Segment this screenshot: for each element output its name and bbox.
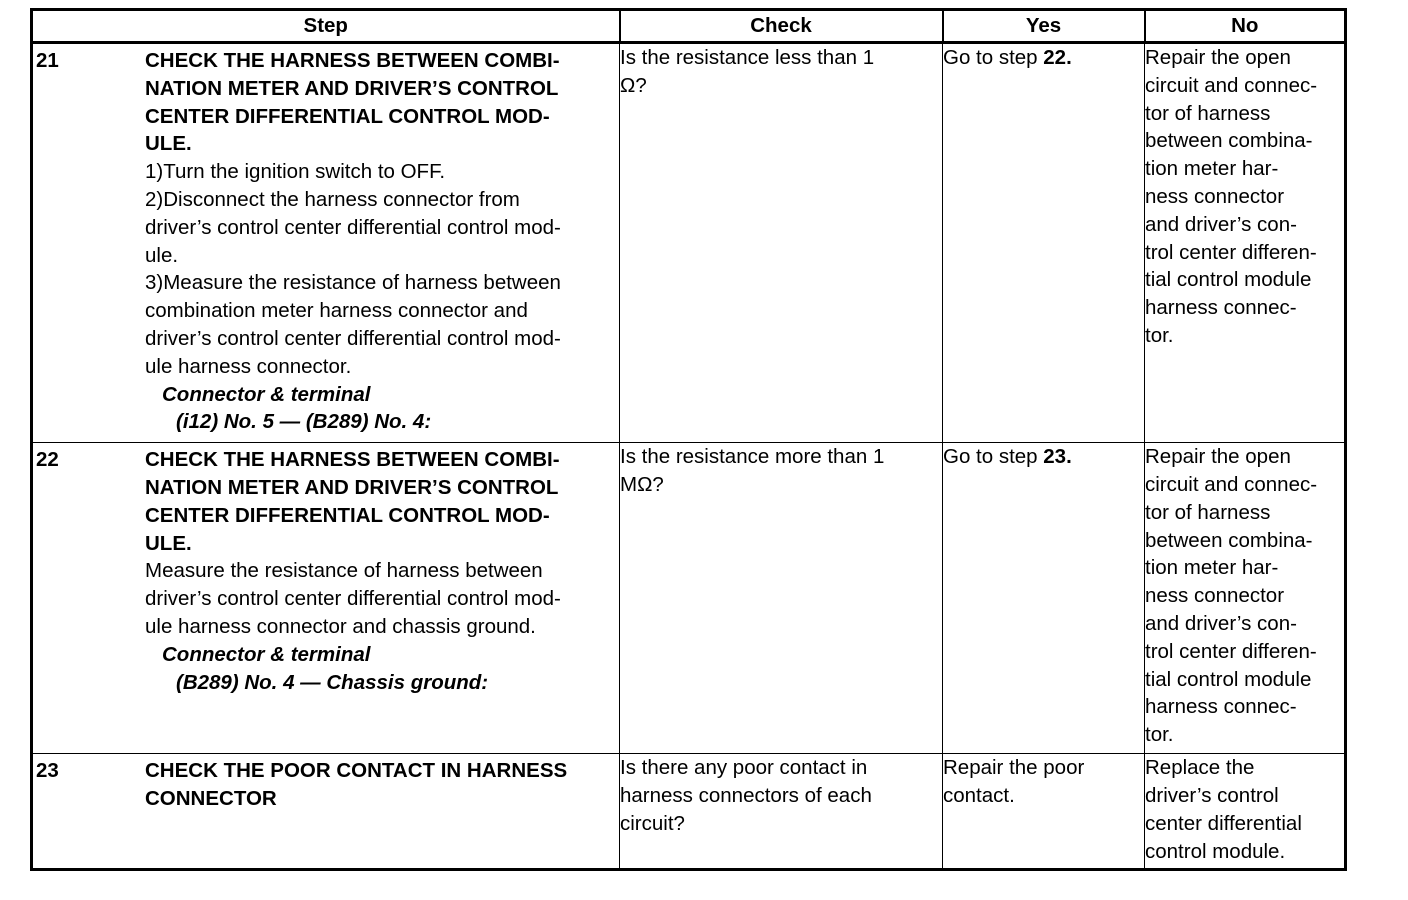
no-line: between combina-	[1145, 528, 1313, 552]
no-cell	[1145, 43, 1346, 443]
step-title-line: NATION METER AND DRIVER’S CONTROL	[145, 76, 559, 100]
step-instruction-line: 2)Disconnect the harness connector from	[145, 187, 520, 211]
step-title-line: CENTER DIFFERENTIAL CONTROL MOD-	[145, 503, 550, 527]
header-row	[32, 10, 1346, 43]
step-title-line: CENTER DIFFERENTIAL CONTROL MOD-	[145, 104, 550, 128]
step-instruction-line: ule harness connector.	[145, 354, 352, 378]
step-instruction-line: combination meter harness connector and	[145, 299, 528, 323]
yes-step-ref: 23.	[1043, 445, 1072, 469]
check-line: Ω?	[620, 73, 647, 97]
check-line: circuit?	[620, 811, 685, 835]
no-line: tion meter har-	[1145, 556, 1279, 580]
yes-line: Repair the poor	[943, 756, 1085, 780]
step-row-23	[32, 754, 1346, 870]
no-line: center differential	[1145, 811, 1302, 835]
no-line: circuit and connec-	[1145, 472, 1318, 496]
no-line: tial control module	[1145, 667, 1312, 691]
check-line: Is the resistance more than 1	[620, 445, 885, 469]
step-instruction-line: driver’s control center differential control mod-	[145, 587, 561, 611]
yes-step-ref: 22.	[1043, 46, 1072, 69]
no-line: tor of harness	[1145, 500, 1271, 524]
no-line: trol center differen-	[1145, 639, 1317, 663]
terminal-label: Connector & terminal	[162, 382, 371, 406]
no-line: Replace the	[1145, 756, 1255, 780]
step-title-line: CHECK THE HARNESS BETWEEN COMBI-	[145, 49, 560, 72]
no-line: and driver’s con-	[1145, 212, 1297, 236]
check-line: Is there any poor contact in	[620, 756, 868, 780]
yes-line: contact.	[943, 783, 1015, 807]
terminal-value: (B289) No. 4 — Chassis ground:	[176, 670, 489, 694]
step-title-line: CHECK THE POOR CONTACT IN HARNESS	[145, 759, 568, 783]
step-title-line: CHECK THE HARNESS BETWEEN COMBI-	[145, 448, 560, 472]
step-instruction-line: 3)Measure the resistance of harness between	[145, 271, 561, 295]
step-cell	[32, 443, 620, 754]
step-instruction-line: ule harness connector and chassis ground.	[145, 614, 536, 638]
step-instruction-line: 1)Turn the ignition switch to OFF.	[145, 160, 446, 184]
header-check: Check	[620, 10, 943, 43]
no-line: trol center differen-	[1145, 240, 1317, 264]
no-line: circuit and connec-	[1145, 73, 1318, 97]
no-line: tor.	[1145, 323, 1174, 347]
no-line: ness connector	[1145, 184, 1285, 208]
step-title-line: ULE.	[145, 531, 192, 555]
check-line: MΩ?	[620, 472, 664, 496]
header-step: Step	[32, 10, 620, 43]
step-text	[145, 443, 619, 702]
step-instruction-line: ule.	[145, 243, 179, 267]
no-line: between combina-	[1145, 129, 1313, 153]
step-cell	[32, 43, 620, 443]
step-cell	[32, 754, 620, 870]
yes-cell	[943, 43, 1145, 443]
step-row-21	[32, 43, 1346, 443]
header-yes: Yes	[943, 10, 1145, 43]
check-cell	[620, 43, 943, 443]
step-instruction-line: driver’s control center differential control mod-	[145, 326, 561, 350]
step-number: 21	[36, 49, 59, 72]
header-no: No	[1145, 10, 1346, 43]
no-line: tion meter har-	[1145, 157, 1279, 181]
step-title-line: ULE.	[145, 132, 192, 156]
step-number: 23	[36, 759, 59, 783]
no-line: harness connec-	[1145, 695, 1297, 719]
step-number: 22	[36, 448, 59, 472]
no-line: tor of harness	[1145, 101, 1271, 125]
check-cell	[620, 754, 943, 870]
step-row-22	[32, 443, 1346, 754]
no-line: ness connector	[1145, 584, 1285, 608]
no-cell	[1145, 754, 1346, 870]
yes-cell	[943, 754, 1145, 870]
no-line: control module.	[1145, 839, 1286, 863]
terminal-value: (i12) No. 5 — (B289) No. 4:	[176, 410, 432, 434]
step-instruction-line: Measure the resistance of harness between	[145, 559, 543, 583]
no-line: Repair the open	[1145, 46, 1291, 69]
step-title-line: NATION METER AND DRIVER’S CONTROL	[145, 475, 559, 499]
step-text	[145, 754, 619, 819]
check-line: harness connectors of each	[620, 783, 872, 807]
yes-text: Go to step	[943, 46, 1044, 69]
step-title-line: CONNECTOR	[145, 786, 277, 810]
no-line: tor.	[1145, 723, 1174, 747]
check-line: Is the resistance less than 1	[620, 46, 875, 69]
yes-text: Go to step	[943, 445, 1044, 469]
terminal-label: Connector & terminal	[162, 642, 371, 666]
no-line: tial control module	[1145, 268, 1312, 292]
step-instruction-line: driver’s control center differential control mod-	[145, 215, 561, 239]
yes-cell	[943, 443, 1145, 754]
no-line: harness connec-	[1145, 296, 1297, 320]
no-line: Repair the open	[1145, 445, 1291, 469]
diagnostic-table	[30, 8, 1347, 871]
no-line: driver’s control	[1145, 783, 1279, 807]
check-cell	[620, 443, 943, 754]
step-text	[145, 44, 619, 442]
no-line: and driver’s con-	[1145, 611, 1297, 635]
no-cell	[1145, 443, 1346, 754]
